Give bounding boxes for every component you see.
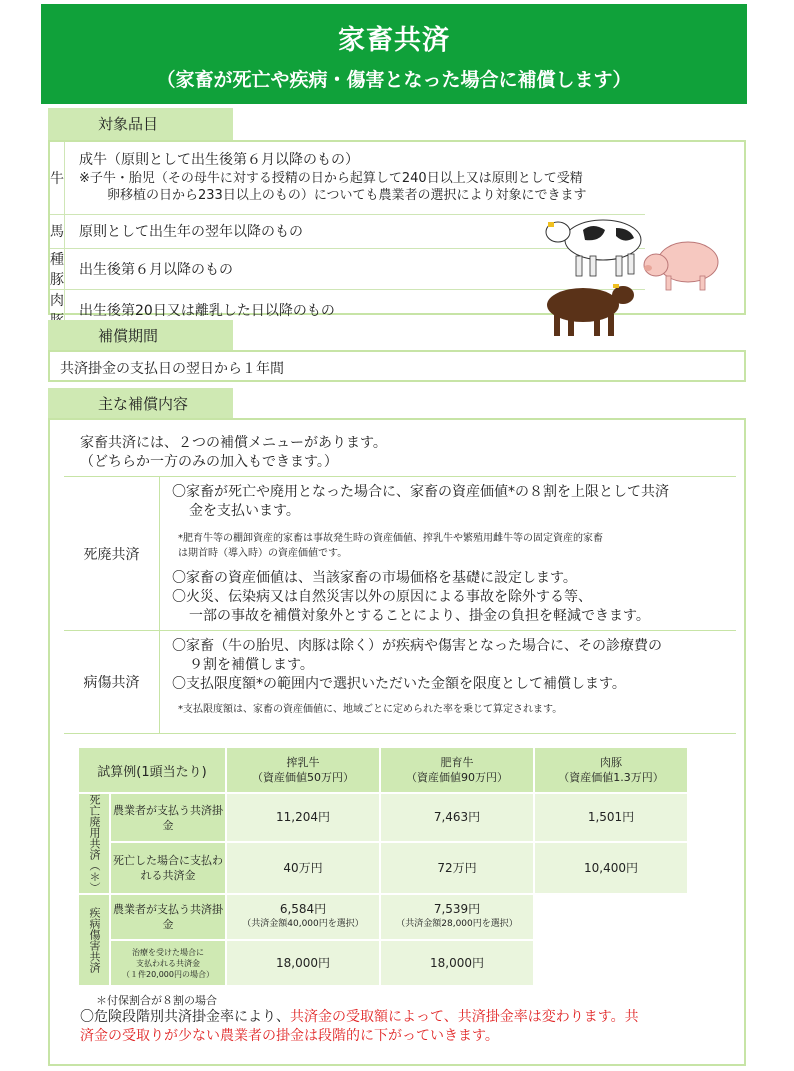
death-side-label: 死亡廃用共済（＊） [78,793,110,894]
cell-note: （共済金額28,000円を選択） [396,919,518,929]
text-line: 〇支払限度額*の範囲内で選択いただいた金額を限度として補償します。 [172,676,626,692]
col-name: 搾乳牛 [286,756,320,769]
note-text-highlight: 共済金の受取額によって、共済掛金率は変わります。共 [290,1009,639,1025]
table-row [78,793,688,842]
livestock-illustration [528,210,728,340]
calc-corner: 試算例(1頭当たり) [78,747,226,793]
cell-value: 6,584円 [279,902,327,916]
table-row [78,894,688,940]
col-sub: （資産価値50万円） [252,771,354,784]
cell-value: 7,539円 [433,902,481,916]
table-cell: 11,204円 [226,793,380,842]
coverage-tab: 主な補償内容 [48,388,233,420]
disease-coverage-section [64,630,736,734]
period-text: 共済掛金の支払日の翌日から１年間 [48,350,746,382]
disease-coverage-label: 病傷共済 [64,631,160,733]
target-value: 出生後第６月以降のもの [65,248,646,289]
target-note: 卵移植の日から233日以上のもの）についても農業者の選択により対象にできます [107,188,587,204]
target-note: ※子牛・胎児（その母牛に対する授精の日から起算して240日以上又は原則として受精 [79,171,583,187]
row-label-line: 支払われる共済金 [136,958,200,968]
col-sub: （資産価値90万円） [406,771,508,784]
target-value: 出生後第20日又は離乳した日以降のもの [79,302,335,319]
table-row [50,142,645,214]
page-subtitle: （家畜が死亡や疾病・傷害となった場合に補償します） [156,69,632,91]
page-header [41,4,747,104]
row-label: 死亡した場合に支払われる共済金 [110,842,226,894]
death-coverage-label: 死廃共済 [64,477,160,630]
table-row [78,747,688,793]
table-cell: 1,501円 [534,793,688,842]
table-cell: 7,463円 [380,793,534,842]
disease-side-label: 疾病傷害共済 [78,894,110,986]
intro-line: （どちらか一方のみの加入もできます。） [80,454,338,470]
footnote: *支払限度額は、家畜の資産価値に、地域ごとに定められた率を乗じて算定されます。 [178,704,563,715]
coverage-intro [80,434,387,472]
risk-rate-note [80,1008,740,1046]
text-line: 〇火災、伝染病又は自然災害以外の原因による事故を除外する等、 [172,589,592,605]
text-line: 一部の事故を補償対象外とすることにより、掛金の負担を軽減できます。 [189,608,650,624]
period-tab: 補償期間 [48,320,233,352]
target-key: 肉 [50,289,65,330]
text-line: 金を支払います。 [189,503,300,519]
pig-icon [644,242,718,290]
table-row [78,842,688,894]
table-cell: 18,000円 [380,940,534,986]
row-label [110,940,226,986]
beef-cattle-icon [547,284,634,336]
targets-tab: 対象品目 [48,108,233,140]
target-value: 原則として出生年の翌年以降のもの [65,214,646,248]
text-line: 〇家畜（牛の胎児、肉豚は除く）が疾病や傷害となった場合に、その診療費の [172,638,662,654]
text-line: 〇家畜の資産価値は、当該家畜の市場価格を基礎に設定します。 [172,570,577,586]
table-cell: 18,000円 [226,940,380,986]
target-value: 成牛（原則として出生後第６月以降のもの） [79,152,359,169]
cow-icon [546,220,641,276]
death-coverage-section [64,476,736,630]
footnote: *肥育牛等の棚卸資産的家畜は事故発生時の資産価値、搾乳牛や繁殖用雌牛等の固定資産的家畜 [178,533,603,544]
col-header [226,747,380,793]
text-line: ９割を補償します。 [189,657,314,673]
table-cell: 10,400円 [534,842,688,894]
footnote: は期首時（導入時）の資産価値です。 [178,548,348,559]
col-header [380,747,534,793]
coverage-box [48,418,746,1066]
col-header [534,747,688,793]
note-text: 〇危険段階別共済掛金率により、 [80,1009,290,1025]
target-key: 牛 [50,142,65,214]
row-label: 農業者が支払う共済掛金 [110,894,226,940]
cell-note: （共済金額40,000円を選択） [242,919,364,929]
intro-line: 家畜共済には、２つの補償メニューがあります。 [80,435,387,451]
table-cell [226,894,380,940]
premium-calculation-table [77,746,689,987]
target-key: 種豚 [50,248,65,289]
table-cell: 72万円 [380,842,534,894]
col-name: 肉豚 [600,756,622,769]
table-row [78,940,688,986]
col-sub: （資産価値1.3万円） [558,771,664,784]
text-line: 〇家畜が死亡や廃用となった場合に、家畜の資産価値*の８割を上限として共済 [172,484,669,500]
row-label-line: 治療を受けた場合に [132,947,204,957]
table-cell: 40万円 [226,842,380,894]
table-cell [380,894,534,940]
page-title: 家畜共済 [338,25,450,56]
row-label: 農業者が支払う共済掛金 [110,793,226,842]
note-text-highlight: 済金の受取りが少ない農業者の掛金は段階的に下がっていきます。 [80,1028,499,1044]
row-label-line: （１件20,000円の場合） [122,969,214,979]
target-key: 馬 [50,214,65,248]
col-name: 肥育牛 [440,756,474,769]
coverage-footnote: ＊付保割合が８割の場合 [96,994,217,1007]
